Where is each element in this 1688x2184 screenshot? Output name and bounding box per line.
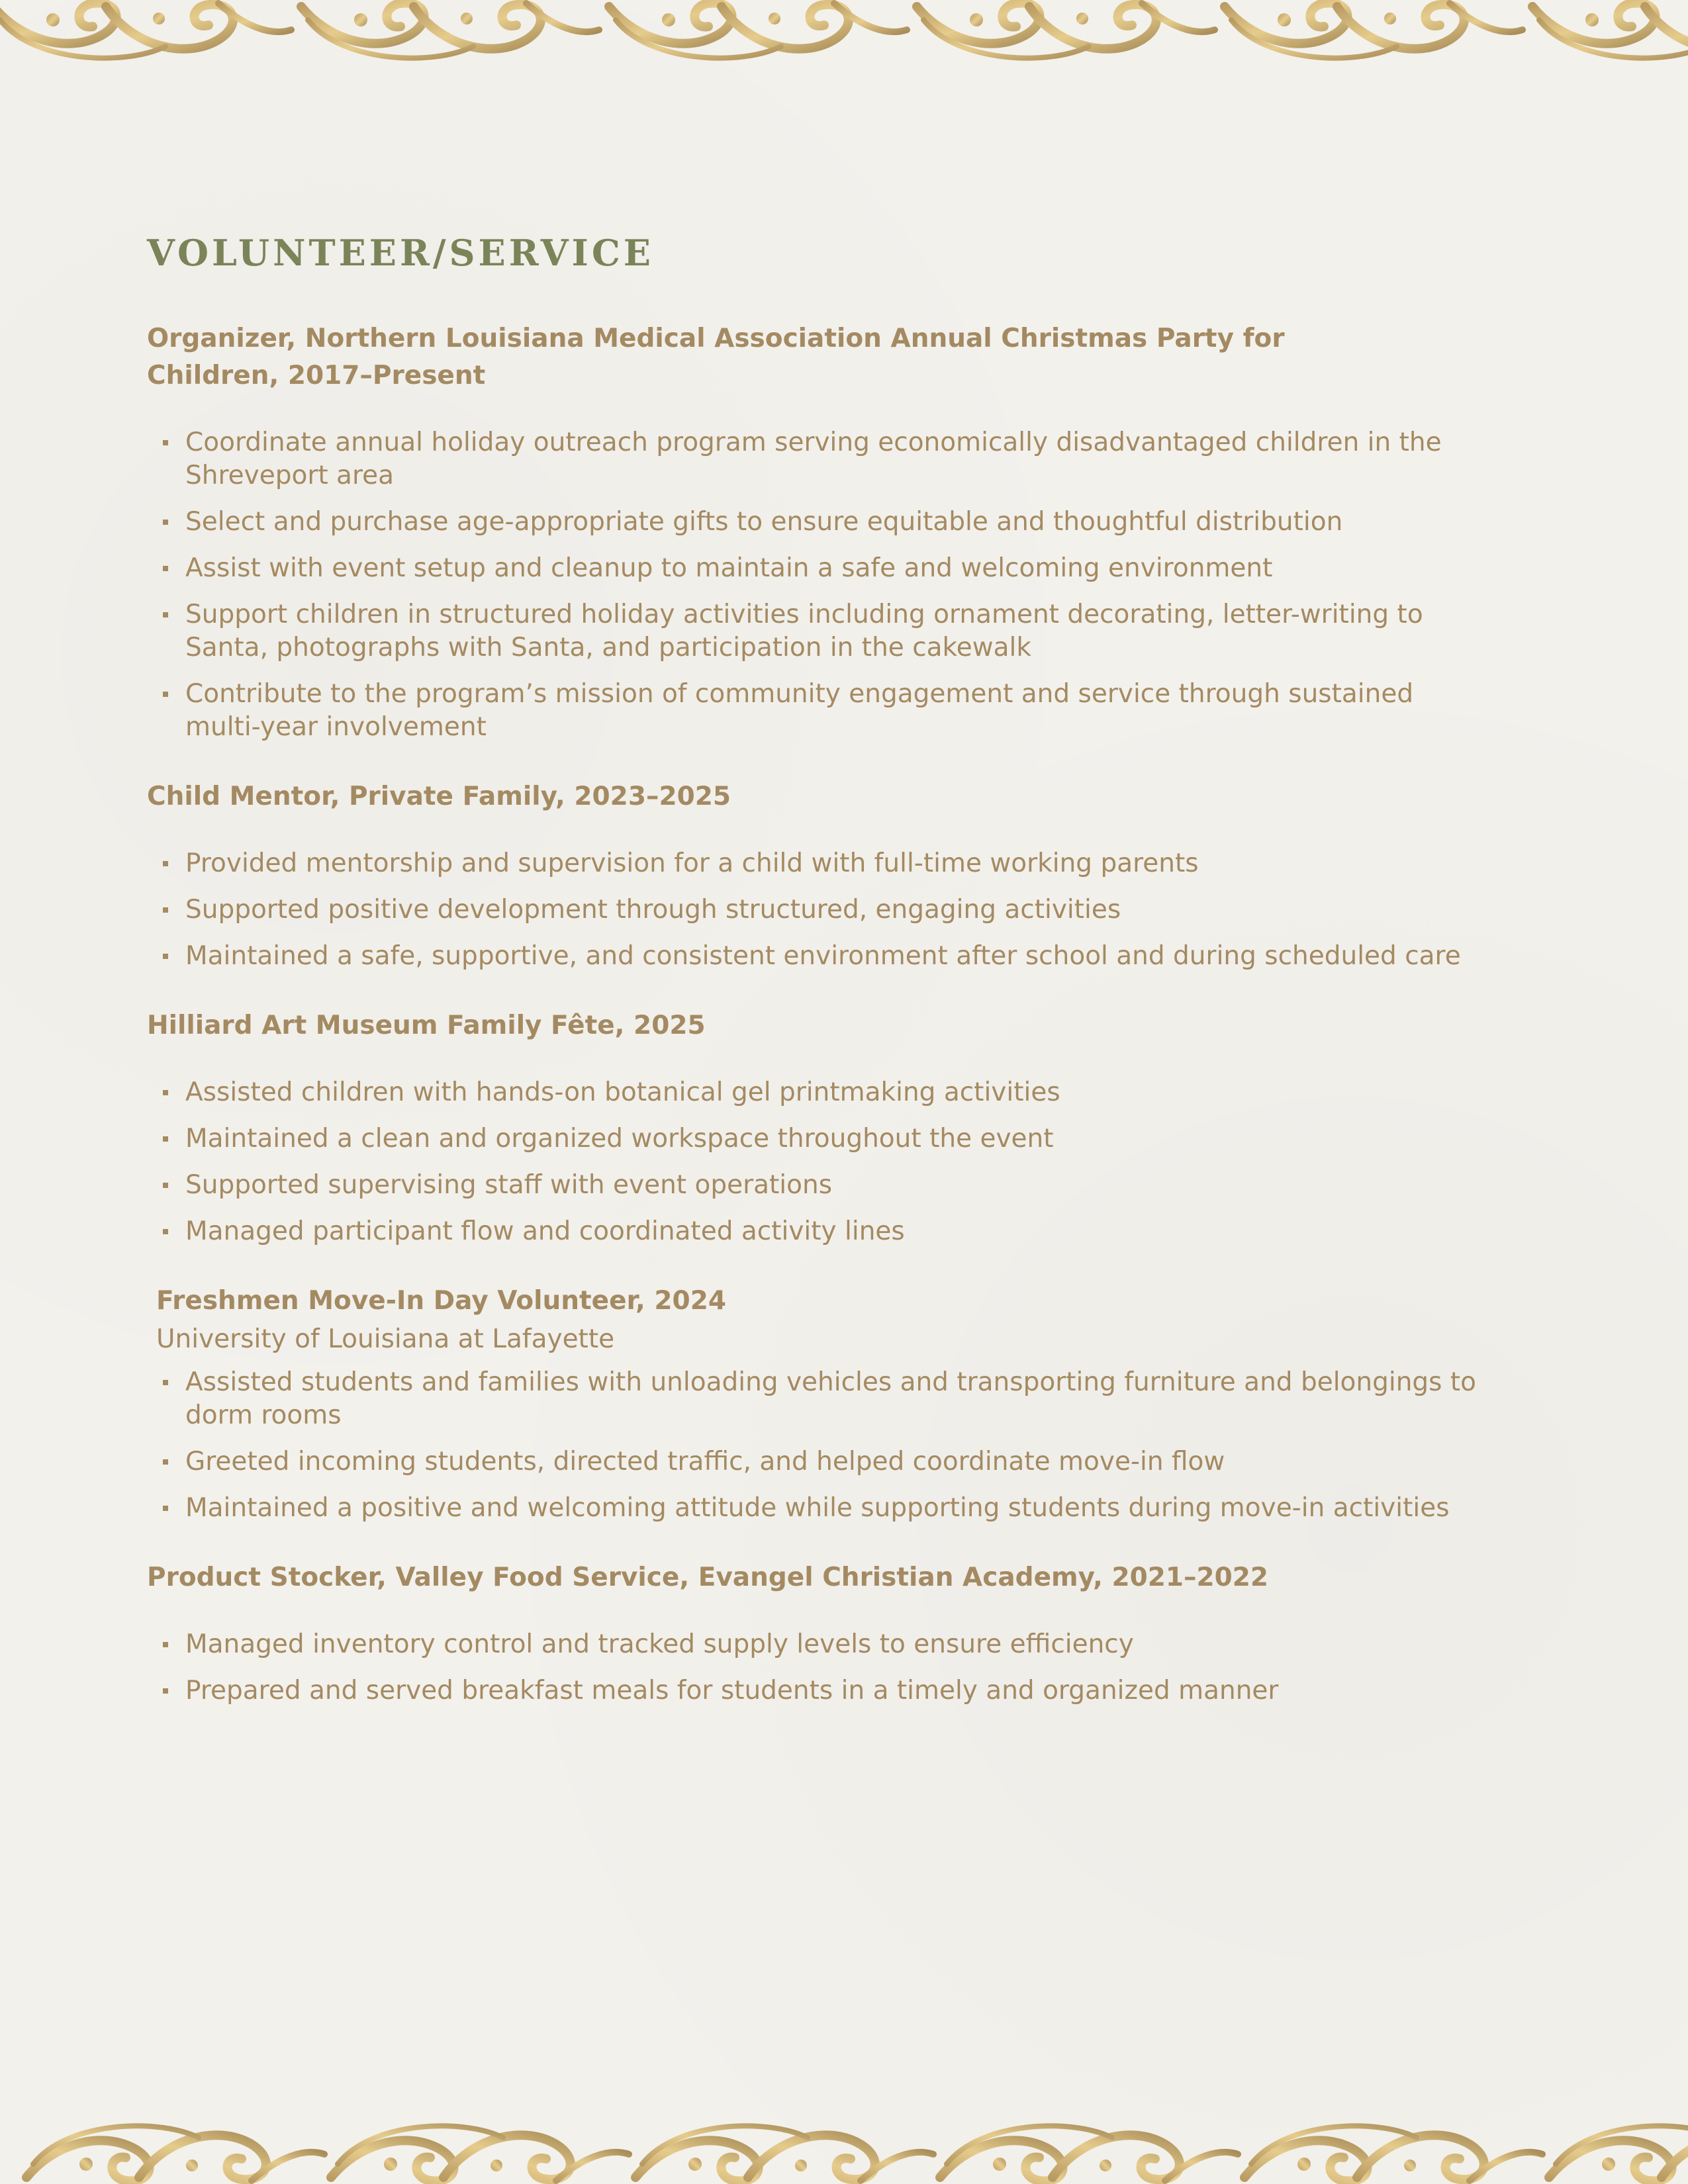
experience-entry <box>147 1283 1477 1525</box>
entry-title: Organizer, Northern Louisiana Medical Association Annual Christmas Party for Children, 2017–Present <box>147 324 1285 390</box>
bullet-item: Prepared and served breakfast meals for students in a timely and organized manner <box>147 1674 1496 1707</box>
bullet-item: Greeted incoming students, directed traffic, and helped coordinate move-in flow <box>147 1445 1496 1479</box>
bullet-item: Assisted students and families with unloading vehicles and transporting furniture and belongings to dorm rooms <box>147 1366 1496 1432</box>
scroll-ornament-icon <box>0 2111 1688 2184</box>
entry-title: Hilliard Art Museum Family Fête, 2025 <box>147 1011 706 1040</box>
bullet-item: Coordinate annual holiday outreach program serving economically disadvantaged children in the Shreveport area <box>147 426 1496 492</box>
entry-title: Freshmen Move-In Day Volunteer, 2024 <box>156 1286 726 1316</box>
bullet-list <box>147 1076 1405 1248</box>
resume-section <box>147 232 1477 1742</box>
bullet-item: Assist with event setup and cleanup to maintain a safe and welcoming environment <box>147 552 1496 585</box>
bullet-item: Provided mentorship and supervision for a child with full-time working parents <box>147 847 1496 880</box>
experience-entry <box>147 1559 1405 1707</box>
bullet-item: Managed participant flow and coordinated activity lines <box>147 1215 1496 1248</box>
bullet-list <box>147 847 1461 973</box>
experience-entry <box>147 778 1461 973</box>
bottom-ornament-border <box>0 2111 1688 2184</box>
bullet-item: Supported positive development through structured, engaging activities <box>147 893 1496 927</box>
experience-entry <box>147 1007 1405 1248</box>
bullet-item: Managed inventory control and tracked supply levels to ensure efficiency <box>147 1628 1496 1661</box>
bullet-item: Maintained a safe, supportive, and consistent environment after school and during scheduled care <box>147 940 1496 973</box>
experience-entry <box>147 320 1442 744</box>
bullet-list <box>147 426 1442 744</box>
scroll-ornament-icon <box>0 0 1688 73</box>
bullet-item: Supported supervising staff with event operations <box>147 1169 1496 1202</box>
bullet-list <box>147 1366 1477 1525</box>
section-title: VOLUNTEER/SERVICE <box>147 232 654 274</box>
bullet-item: Contribute to the program’s mission of community engagement and service through sustained multi-year involvement <box>147 678 1496 744</box>
bullet-list <box>147 1628 1405 1707</box>
bullet-item: Maintained a positive and welcoming attitude while supporting students during move-in activities <box>147 1492 1496 1525</box>
entry-title: Child Mentor, Private Family, 2023–2025 <box>147 782 731 811</box>
entry-organization: University of Louisiana at Lafayette <box>156 1324 615 1354</box>
bullet-item: Support children in structured holiday activities including ornament decorating, letter-writing to Santa, photographs with Santa, and participation in the cakewalk <box>147 598 1496 664</box>
bullet-item: Select and purchase age-appropriate gifts to ensure equitable and thoughtful distribution <box>147 506 1496 539</box>
top-ornament-border <box>0 0 1688 73</box>
bullet-item: Maintained a clean and organized workspace throughout the event <box>147 1122 1496 1156</box>
entry-title: Product Stocker, Valley Food Service, Evangel Christian Academy, 2021–2022 <box>147 1563 1269 1592</box>
bullet-item: Assisted children with hands-on botanical gel printmaking activities <box>147 1076 1496 1109</box>
